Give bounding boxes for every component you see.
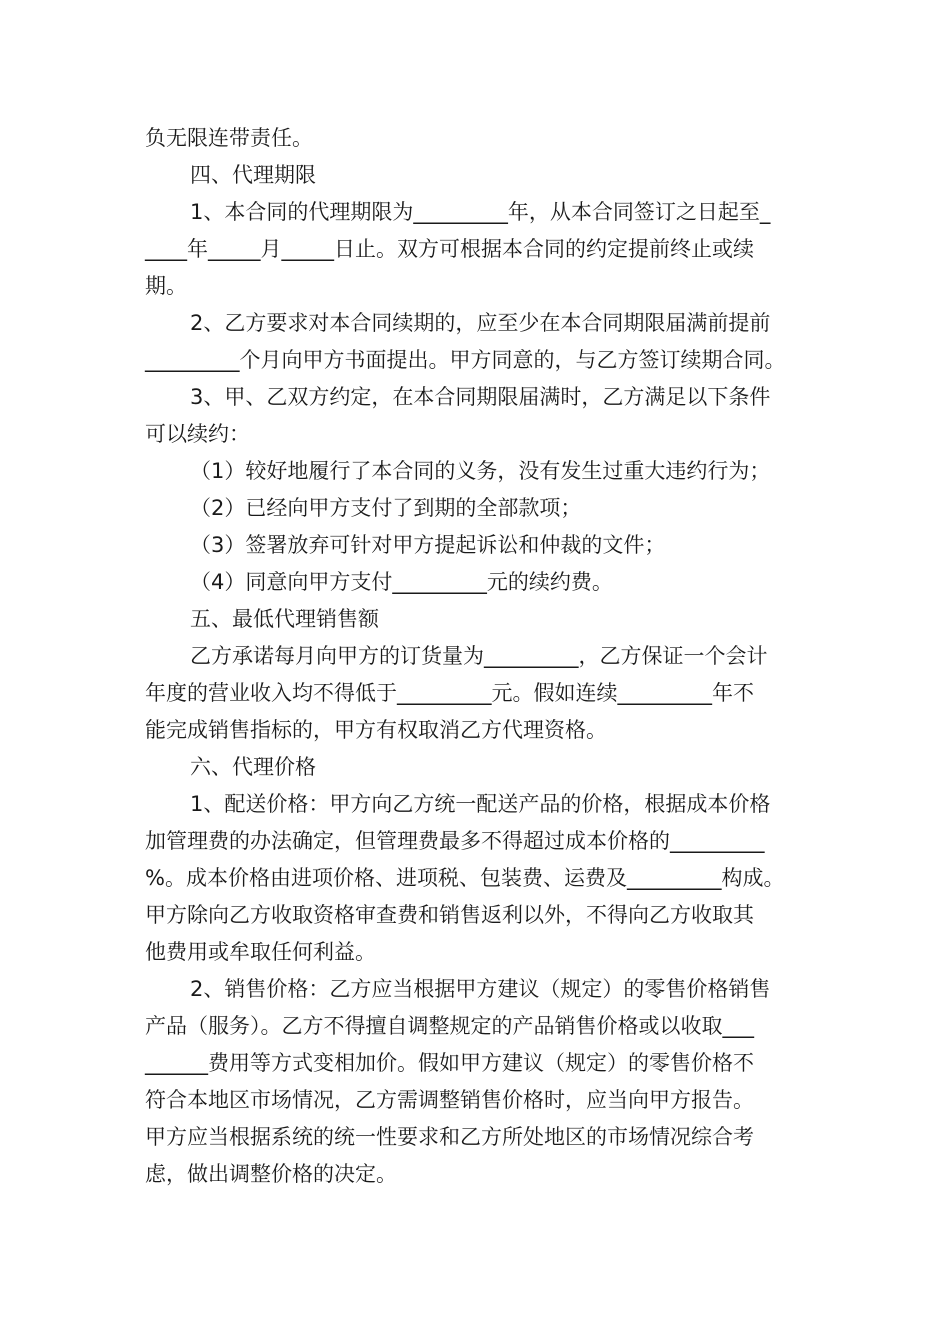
text-line: ______费用等方式变相加价。假如甲方建议（规定）的零售价格不 — [145, 1051, 754, 1075]
text-line: 符合本地区市场情况，乙方需调整销售价格时，应当向甲方报告。 — [145, 1088, 754, 1112]
text-line: 可以续约： — [145, 422, 250, 446]
text-line: 他费用或牟取任何利益。 — [145, 940, 376, 964]
text-line: 乙方承诺每月向甲方的订货量为_________，乙方保证一个会计 — [190, 644, 768, 668]
text-line: 2、乙方要求对本合同续期的，应至少在本合同期限届满前提前 — [190, 311, 771, 335]
list-item: （2）已经向甲方支付了到期的全部款项； — [190, 496, 582, 520]
text-line: 虑，做出调整价格的决定。 — [145, 1162, 397, 1186]
text-line: 负无限连带责任。 — [145, 126, 313, 150]
text-line: 2、销售价格：乙方应当根据甲方建议（规定）的零售价格销售 — [190, 977, 771, 1001]
document-body — [145, 120, 810, 1193]
text-line: 产品（服务）。乙方不得擅自调整规定的产品销售价格或以收取___ — [145, 1014, 754, 1038]
text-line: 1、配送价格：甲方向乙方统一配送产品的价格，根据成本价格 — [190, 792, 771, 816]
text-line: 1、本合同的代理期限为_________年，从本合同签订之日起至_ — [190, 200, 771, 224]
text-line: 能完成销售指标的，甲方有权取消乙方代理资格。 — [145, 718, 607, 742]
list-item: （1）较好地履行了本合同的义务，没有发生过重大违约行为； — [190, 459, 771, 483]
text-line: ____年_____月_____日止。双方可根据本合同的约定提前终止或续 — [145, 237, 754, 261]
section-heading: 四、代理期限 — [190, 163, 316, 187]
text-line: _________个月向甲方书面提出。甲方同意的，与乙方签订续期合同。 — [145, 348, 786, 372]
list-item: （4）同意向甲方支付_________元的续约费。 — [190, 570, 613, 594]
text-line: 甲方除向乙方收取资格审查费和销售返利以外，不得向乙方收取其 — [145, 903, 754, 927]
text-line: 加管理费的办法确定，但管理费最多不得超过成本价格的_________ — [145, 829, 765, 853]
text-line: 3、甲、乙双方约定，在本合同期限届满时，乙方满足以下条件 — [190, 385, 771, 409]
text-line: 甲方应当根据系统的统一性要求和乙方所处地区的市场情况综合考 — [145, 1125, 754, 1149]
section-heading: 五、最低代理销售额 — [190, 607, 379, 631]
text-line: 年度的营业收入均不得低于_________元。假如连续_________年不 — [145, 681, 754, 705]
section-heading: 六、代理价格 — [190, 755, 316, 779]
text-line: %。成本价格由进项价格、进项税、包装费、运费及_________构成。 — [145, 866, 785, 890]
text-line: 期。 — [145, 274, 187, 298]
list-item: （3）签署放弃可针对甲方提起诉讼和仲裁的文件； — [190, 533, 666, 557]
